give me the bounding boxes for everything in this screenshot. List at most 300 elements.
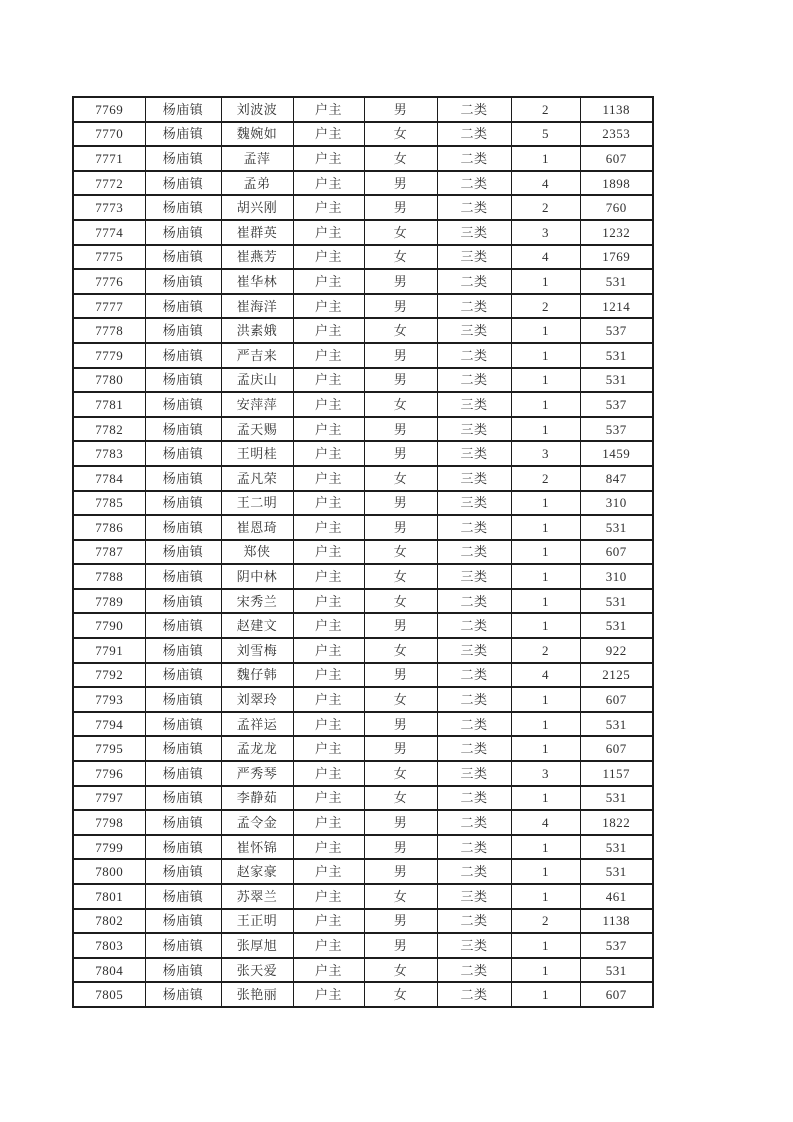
cell-relation-to-head: 户主 — [293, 564, 364, 589]
cell-amount: 531 — [580, 343, 653, 368]
cell-household-size: 4 — [511, 810, 580, 835]
cell-town: 杨庙镇 — [145, 736, 221, 761]
cell-serial-number: 7796 — [73, 761, 145, 786]
cell-name: 孟凡荣 — [221, 466, 293, 491]
cell-town: 杨庙镇 — [145, 958, 221, 983]
cell-name: 孟天赐 — [221, 417, 293, 442]
cell-household-size: 1 — [511, 687, 580, 712]
cell-town: 杨庙镇 — [145, 146, 221, 171]
cell-relation-to-head: 户主 — [293, 269, 364, 294]
cell-gender: 男 — [364, 491, 437, 516]
cell-relation-to-head: 户主 — [293, 441, 364, 466]
cell-amount: 607 — [580, 736, 653, 761]
table-row — [73, 810, 653, 835]
cell-serial-number: 7789 — [73, 589, 145, 614]
cell-category: 二类 — [437, 909, 511, 934]
cell-town: 杨庙镇 — [145, 343, 221, 368]
cell-category: 三类 — [437, 245, 511, 270]
cell-gender: 女 — [364, 589, 437, 614]
cell-serial-number: 7788 — [73, 564, 145, 589]
cell-serial-number: 7777 — [73, 294, 145, 319]
cell-gender: 女 — [364, 122, 437, 147]
cell-household-size: 3 — [511, 220, 580, 245]
cell-category: 二类 — [437, 294, 511, 319]
cell-gender: 女 — [364, 786, 437, 811]
cell-category: 三类 — [437, 441, 511, 466]
cell-relation-to-head: 户主 — [293, 171, 364, 196]
cell-serial-number: 7774 — [73, 220, 145, 245]
cell-gender: 女 — [364, 220, 437, 245]
table-row — [73, 958, 653, 983]
cell-household-size: 1 — [511, 392, 580, 417]
cell-amount: 1157 — [580, 761, 653, 786]
table-row — [73, 294, 653, 319]
cell-category: 二类 — [437, 663, 511, 688]
cell-category: 二类 — [437, 958, 511, 983]
table-row — [73, 195, 653, 220]
cell-household-size: 2 — [511, 294, 580, 319]
cell-category: 二类 — [437, 195, 511, 220]
cell-gender: 男 — [364, 663, 437, 688]
cell-household-size: 1 — [511, 835, 580, 860]
cell-amount: 310 — [580, 564, 653, 589]
cell-gender: 女 — [364, 958, 437, 983]
cell-relation-to-head: 户主 — [293, 392, 364, 417]
cell-category: 二类 — [437, 835, 511, 860]
cell-amount: 531 — [580, 786, 653, 811]
cell-amount: 537 — [580, 417, 653, 442]
cell-category: 三类 — [437, 318, 511, 343]
cell-gender: 男 — [364, 441, 437, 466]
cell-name: 崔怀锦 — [221, 835, 293, 860]
cell-name: 崔恩琦 — [221, 515, 293, 540]
cell-gender: 男 — [364, 736, 437, 761]
cell-gender: 女 — [364, 392, 437, 417]
cell-serial-number: 7802 — [73, 909, 145, 934]
cell-name: 魏婉如 — [221, 122, 293, 147]
cell-category: 二类 — [437, 687, 511, 712]
cell-relation-to-head: 户主 — [293, 884, 364, 909]
cell-town: 杨庙镇 — [145, 564, 221, 589]
cell-household-size: 1 — [511, 958, 580, 983]
cell-category: 二类 — [437, 736, 511, 761]
cell-amount: 847 — [580, 466, 653, 491]
table-row — [73, 491, 653, 516]
cell-serial-number: 7779 — [73, 343, 145, 368]
cell-amount: 310 — [580, 491, 653, 516]
cell-gender: 男 — [364, 933, 437, 958]
cell-amount: 531 — [580, 712, 653, 737]
cell-category: 二类 — [437, 97, 511, 122]
cell-amount: 1232 — [580, 220, 653, 245]
cell-amount: 531 — [580, 859, 653, 884]
cell-category: 二类 — [437, 171, 511, 196]
cell-town: 杨庙镇 — [145, 368, 221, 393]
cell-gender: 女 — [364, 466, 437, 491]
cell-town: 杨庙镇 — [145, 982, 221, 1007]
cell-name: 孟萍 — [221, 146, 293, 171]
cell-serial-number: 7775 — [73, 245, 145, 270]
cell-serial-number: 7799 — [73, 835, 145, 860]
table-row — [73, 318, 653, 343]
cell-category: 三类 — [437, 466, 511, 491]
cell-town: 杨庙镇 — [145, 269, 221, 294]
cell-town: 杨庙镇 — [145, 810, 221, 835]
cell-gender: 男 — [364, 613, 437, 638]
cell-gender: 男 — [364, 909, 437, 934]
cell-gender: 男 — [364, 97, 437, 122]
cell-town: 杨庙镇 — [145, 318, 221, 343]
cell-relation-to-head: 户主 — [293, 663, 364, 688]
cell-household-size: 2 — [511, 195, 580, 220]
cell-amount: 1459 — [580, 441, 653, 466]
table-row — [73, 515, 653, 540]
table-row — [73, 171, 653, 196]
cell-amount: 1769 — [580, 245, 653, 270]
cell-serial-number: 7772 — [73, 171, 145, 196]
cell-gender: 男 — [364, 810, 437, 835]
cell-name: 崔群英 — [221, 220, 293, 245]
cell-amount: 537 — [580, 933, 653, 958]
cell-town: 杨庙镇 — [145, 786, 221, 811]
cell-category: 三类 — [437, 491, 511, 516]
cell-gender: 女 — [364, 540, 437, 565]
cell-household-size: 1 — [511, 564, 580, 589]
cell-name: 刘波波 — [221, 97, 293, 122]
cell-category: 二类 — [437, 712, 511, 737]
cell-gender: 女 — [364, 564, 437, 589]
cell-category: 二类 — [437, 540, 511, 565]
cell-gender: 女 — [364, 245, 437, 270]
table-row — [73, 712, 653, 737]
cell-category: 二类 — [437, 368, 511, 393]
cell-serial-number: 7780 — [73, 368, 145, 393]
cell-relation-to-head: 户主 — [293, 515, 364, 540]
cell-household-size: 1 — [511, 146, 580, 171]
cell-serial-number: 7773 — [73, 195, 145, 220]
table-row — [73, 122, 653, 147]
cell-serial-number: 7803 — [73, 933, 145, 958]
cell-amount: 531 — [580, 613, 653, 638]
cell-serial-number: 7800 — [73, 859, 145, 884]
cell-relation-to-head: 户主 — [293, 687, 364, 712]
cell-name: 崔燕芳 — [221, 245, 293, 270]
table-row — [73, 909, 653, 934]
cell-household-size: 3 — [511, 441, 580, 466]
cell-gender: 男 — [364, 343, 437, 368]
cell-name: 严秀琴 — [221, 761, 293, 786]
cell-household-size: 1 — [511, 736, 580, 761]
table-row — [73, 392, 653, 417]
cell-household-size: 1 — [511, 417, 580, 442]
cell-serial-number: 7801 — [73, 884, 145, 909]
cell-relation-to-head: 户主 — [293, 294, 364, 319]
cell-serial-number: 7787 — [73, 540, 145, 565]
table-body — [73, 97, 653, 1007]
table-row — [73, 564, 653, 589]
cell-town: 杨庙镇 — [145, 613, 221, 638]
cell-category: 二类 — [437, 146, 511, 171]
cell-relation-to-head: 户主 — [293, 982, 364, 1007]
cell-household-size: 4 — [511, 663, 580, 688]
table-row — [73, 687, 653, 712]
cell-serial-number: 7770 — [73, 122, 145, 147]
cell-gender: 女 — [364, 687, 437, 712]
cell-name: 孟庆山 — [221, 368, 293, 393]
cell-name: 孟令金 — [221, 810, 293, 835]
cell-relation-to-head: 户主 — [293, 933, 364, 958]
cell-household-size: 1 — [511, 343, 580, 368]
cell-town: 杨庙镇 — [145, 687, 221, 712]
cell-serial-number: 7790 — [73, 613, 145, 638]
table-row — [73, 417, 653, 442]
cell-household-size: 4 — [511, 245, 580, 270]
table-row — [73, 835, 653, 860]
cell-category: 二类 — [437, 786, 511, 811]
cell-household-size: 1 — [511, 589, 580, 614]
cell-name: 洪素娥 — [221, 318, 293, 343]
cell-relation-to-head: 户主 — [293, 466, 364, 491]
table-row — [73, 245, 653, 270]
cell-relation-to-head: 户主 — [293, 638, 364, 663]
cell-relation-to-head: 户主 — [293, 146, 364, 171]
cell-amount: 537 — [580, 318, 653, 343]
cell-category: 三类 — [437, 564, 511, 589]
cell-relation-to-head: 户主 — [293, 786, 364, 811]
cell-gender: 男 — [364, 269, 437, 294]
cell-household-size: 1 — [511, 712, 580, 737]
cell-gender: 男 — [364, 171, 437, 196]
cell-relation-to-head: 户主 — [293, 909, 364, 934]
cell-household-size: 1 — [511, 318, 580, 343]
cell-name: 王正明 — [221, 909, 293, 934]
cell-amount: 760 — [580, 195, 653, 220]
cell-gender: 男 — [364, 368, 437, 393]
cell-amount: 2353 — [580, 122, 653, 147]
cell-gender: 女 — [364, 146, 437, 171]
cell-household-size: 1 — [511, 368, 580, 393]
cell-name: 严吉来 — [221, 343, 293, 368]
cell-gender: 男 — [364, 195, 437, 220]
cell-amount: 2125 — [580, 663, 653, 688]
cell-category: 二类 — [437, 515, 511, 540]
cell-town: 杨庙镇 — [145, 712, 221, 737]
table-row — [73, 663, 653, 688]
cell-serial-number: 7781 — [73, 392, 145, 417]
cell-name: 安萍萍 — [221, 392, 293, 417]
cell-town: 杨庙镇 — [145, 761, 221, 786]
cell-town: 杨庙镇 — [145, 441, 221, 466]
table-row — [73, 982, 653, 1007]
cell-serial-number: 7791 — [73, 638, 145, 663]
cell-name: 王二明 — [221, 491, 293, 516]
cell-amount: 531 — [580, 589, 653, 614]
cell-name: 宋秀兰 — [221, 589, 293, 614]
cell-relation-to-head: 户主 — [293, 712, 364, 737]
cell-town: 杨庙镇 — [145, 245, 221, 270]
cell-gender: 男 — [364, 515, 437, 540]
table-row — [73, 736, 653, 761]
table-row — [73, 540, 653, 565]
cell-name: 王明桂 — [221, 441, 293, 466]
cell-name: 刘翠玲 — [221, 687, 293, 712]
cell-amount: 1214 — [580, 294, 653, 319]
cell-name: 张艳丽 — [221, 982, 293, 1007]
cell-name: 孟弟 — [221, 171, 293, 196]
cell-town: 杨庙镇 — [145, 515, 221, 540]
cell-category: 三类 — [437, 220, 511, 245]
cell-name: 李静茹 — [221, 786, 293, 811]
table-row — [73, 786, 653, 811]
cell-category: 二类 — [437, 343, 511, 368]
cell-town: 杨庙镇 — [145, 220, 221, 245]
cell-relation-to-head: 户主 — [293, 343, 364, 368]
cell-serial-number: 7776 — [73, 269, 145, 294]
table-row — [73, 613, 653, 638]
cell-town: 杨庙镇 — [145, 663, 221, 688]
cell-household-size: 4 — [511, 171, 580, 196]
cell-name: 胡兴刚 — [221, 195, 293, 220]
cell-name: 张天爱 — [221, 958, 293, 983]
table-row — [73, 638, 653, 663]
cell-category: 三类 — [437, 933, 511, 958]
cell-serial-number: 7771 — [73, 146, 145, 171]
cell-relation-to-head: 户主 — [293, 613, 364, 638]
cell-serial-number: 7785 — [73, 491, 145, 516]
cell-name: 阴中林 — [221, 564, 293, 589]
table-row — [73, 761, 653, 786]
cell-household-size: 1 — [511, 515, 580, 540]
cell-relation-to-head: 户主 — [293, 835, 364, 860]
household-data-table — [72, 96, 654, 1008]
cell-relation-to-head: 户主 — [293, 810, 364, 835]
cell-amount: 607 — [580, 146, 653, 171]
cell-relation-to-head: 户主 — [293, 97, 364, 122]
cell-name: 孟龙龙 — [221, 736, 293, 761]
table-row — [73, 97, 653, 122]
cell-town: 杨庙镇 — [145, 97, 221, 122]
cell-town: 杨庙镇 — [145, 909, 221, 934]
cell-household-size: 2 — [511, 638, 580, 663]
cell-town: 杨庙镇 — [145, 638, 221, 663]
cell-amount: 1138 — [580, 909, 653, 934]
table-row — [73, 269, 653, 294]
cell-name: 赵建文 — [221, 613, 293, 638]
cell-household-size: 1 — [511, 786, 580, 811]
cell-category: 二类 — [437, 810, 511, 835]
cell-serial-number: 7797 — [73, 786, 145, 811]
cell-town: 杨庙镇 — [145, 466, 221, 491]
cell-gender: 男 — [364, 859, 437, 884]
cell-serial-number: 7783 — [73, 441, 145, 466]
cell-category: 二类 — [437, 613, 511, 638]
table-row — [73, 933, 653, 958]
cell-relation-to-head: 户主 — [293, 318, 364, 343]
cell-amount: 461 — [580, 884, 653, 909]
cell-amount: 531 — [580, 835, 653, 860]
cell-relation-to-head: 户主 — [293, 540, 364, 565]
table-row — [73, 146, 653, 171]
cell-household-size: 1 — [511, 269, 580, 294]
cell-town: 杨庙镇 — [145, 171, 221, 196]
cell-relation-to-head: 户主 — [293, 368, 364, 393]
cell-name: 魏仔韩 — [221, 663, 293, 688]
cell-household-size: 1 — [511, 982, 580, 1007]
cell-household-size: 5 — [511, 122, 580, 147]
cell-name: 崔海洋 — [221, 294, 293, 319]
table-row — [73, 368, 653, 393]
cell-household-size: 2 — [511, 466, 580, 491]
cell-household-size: 1 — [511, 540, 580, 565]
cell-town: 杨庙镇 — [145, 294, 221, 319]
cell-relation-to-head: 户主 — [293, 859, 364, 884]
cell-household-size: 1 — [511, 613, 580, 638]
cell-category: 二类 — [437, 122, 511, 147]
table-row — [73, 466, 653, 491]
cell-category: 二类 — [437, 269, 511, 294]
cell-name: 郑侠 — [221, 540, 293, 565]
cell-serial-number: 7784 — [73, 466, 145, 491]
cell-category: 二类 — [437, 859, 511, 884]
cell-amount: 607 — [580, 540, 653, 565]
cell-gender: 女 — [364, 318, 437, 343]
cell-amount: 1138 — [580, 97, 653, 122]
cell-relation-to-head: 户主 — [293, 761, 364, 786]
cell-serial-number: 7795 — [73, 736, 145, 761]
cell-category: 二类 — [437, 982, 511, 1007]
cell-relation-to-head: 户主 — [293, 491, 364, 516]
table-row — [73, 441, 653, 466]
cell-relation-to-head: 户主 — [293, 245, 364, 270]
cell-amount: 531 — [580, 515, 653, 540]
cell-category: 三类 — [437, 884, 511, 909]
cell-name: 刘雪梅 — [221, 638, 293, 663]
cell-amount: 537 — [580, 392, 653, 417]
cell-serial-number: 7804 — [73, 958, 145, 983]
cell-household-size: 1 — [511, 859, 580, 884]
cell-serial-number: 7793 — [73, 687, 145, 712]
cell-name: 孟祥运 — [221, 712, 293, 737]
cell-serial-number: 7792 — [73, 663, 145, 688]
cell-town: 杨庙镇 — [145, 884, 221, 909]
cell-gender: 女 — [364, 638, 437, 663]
cell-gender: 男 — [364, 417, 437, 442]
cell-amount: 531 — [580, 958, 653, 983]
cell-relation-to-head: 户主 — [293, 589, 364, 614]
cell-gender: 女 — [364, 982, 437, 1007]
cell-household-size: 2 — [511, 97, 580, 122]
cell-town: 杨庙镇 — [145, 859, 221, 884]
cell-relation-to-head: 户主 — [293, 958, 364, 983]
cell-name: 赵家豪 — [221, 859, 293, 884]
cell-relation-to-head: 户主 — [293, 736, 364, 761]
cell-relation-to-head: 户主 — [293, 220, 364, 245]
cell-amount: 1898 — [580, 171, 653, 196]
cell-gender: 男 — [364, 294, 437, 319]
cell-serial-number: 7778 — [73, 318, 145, 343]
cell-gender: 男 — [364, 712, 437, 737]
cell-category: 三类 — [437, 761, 511, 786]
cell-gender: 男 — [364, 835, 437, 860]
table-row — [73, 589, 653, 614]
cell-relation-to-head: 户主 — [293, 195, 364, 220]
cell-name: 苏翠兰 — [221, 884, 293, 909]
cell-amount: 1822 — [580, 810, 653, 835]
cell-relation-to-head: 户主 — [293, 417, 364, 442]
cell-town: 杨庙镇 — [145, 392, 221, 417]
cell-serial-number: 7769 — [73, 97, 145, 122]
cell-town: 杨庙镇 — [145, 491, 221, 516]
